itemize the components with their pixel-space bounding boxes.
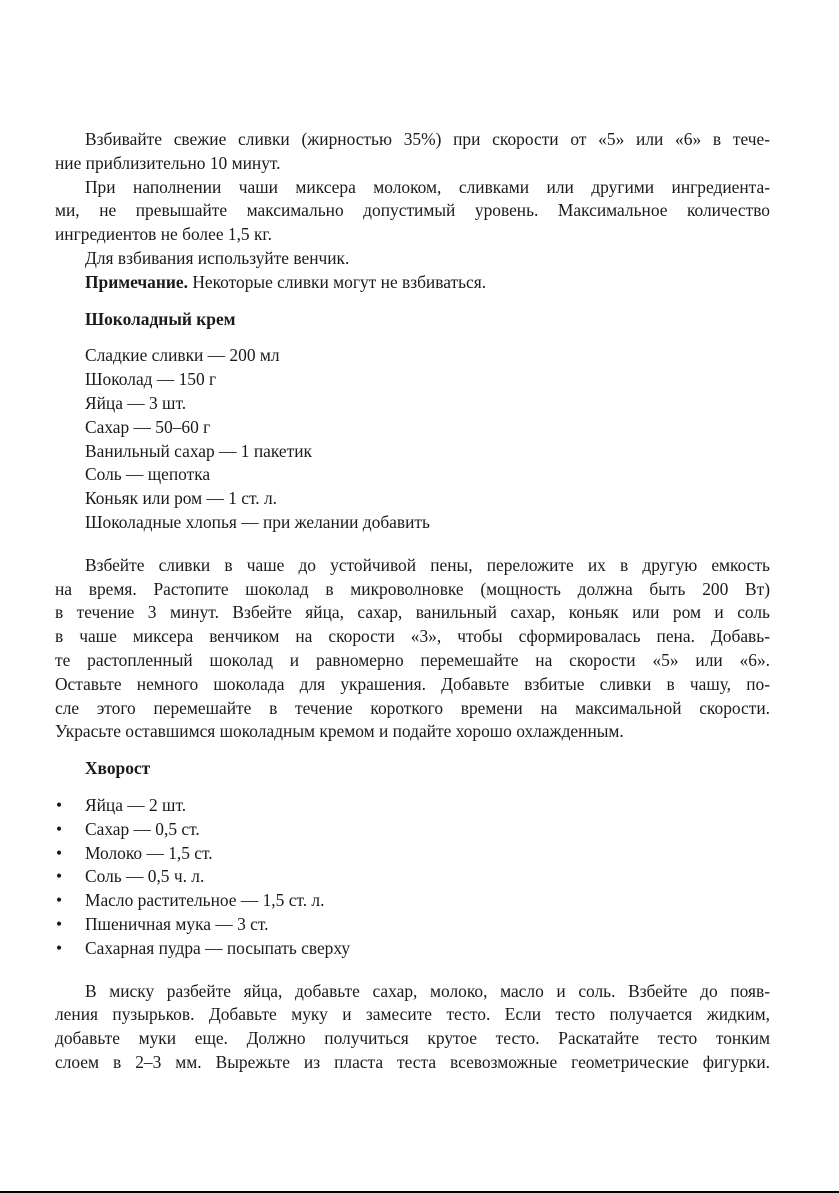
- ingredient-item: Шоколад — 150 г: [85, 369, 217, 390]
- bullet-icon: •: [56, 937, 63, 958]
- ingredient-item: Сладкие сливки — 200 мл: [85, 345, 280, 366]
- method-line: добавьте муки еще. Должно получиться крутое тесто. Раскатайте тесто тонким: [55, 1028, 770, 1049]
- document-page: [55, 128, 770, 1075]
- khvorost-section: [55, 757, 770, 1075]
- ingredient-item: • Сахар — 0,5 ст.: [55, 818, 770, 842]
- section-heading: Хворост: [85, 758, 151, 779]
- method-line: на время. Растопите шоколад в микроволновке (мощность должна быть 200 Вт): [55, 578, 770, 599]
- ingredient-item: • Масло растительное — 1,5 ст. л.: [55, 889, 770, 913]
- ingredient-item: • Молоко — 1,5 ст.: [55, 842, 770, 866]
- ingredient-item: • Соль — 0,5 ч. л.: [55, 865, 770, 889]
- bullet-icon: •: [56, 913, 63, 934]
- intro-line: Для взбивания используйте венчик.: [85, 247, 350, 268]
- method-line: сле этого перемешайте в течение короткого времени на максимальной скорости.: [55, 697, 770, 718]
- ingredient-item: Шоколадные хлопья — при желании добавить: [85, 511, 430, 532]
- ingredient-list: [55, 344, 770, 534]
- method-line: Украсьте оставшимся шоколадным кремом и подайте хорошо охлажденным.: [55, 721, 624, 742]
- ingredient-item: Ванильный сахар — 1 пакетик: [85, 440, 312, 461]
- section-heading: Шоколадный крем: [85, 308, 236, 329]
- chocolate-section: [55, 308, 770, 745]
- ingredient-item: Сахар — 50–60 г: [85, 416, 211, 437]
- method-line: Оставьте немного шоколада для украшения. Добавьте взбитые сливки в чашу, по-: [55, 673, 770, 694]
- ingredient-item: Коньяк или ром — 1 ст. л.: [85, 488, 278, 509]
- method-line: Взбейте сливки в чаше до устойчивой пены, переложите их в другую емкость: [85, 554, 770, 575]
- ingredient-item: Соль — щепотка: [85, 464, 211, 485]
- bullet-icon: •: [56, 794, 63, 815]
- note-paragraph: [55, 271, 770, 295]
- method-line: В миску разбейте яйца, добавьте сахар, молоко, масло и соль. Взбейте до появ-: [85, 980, 770, 1001]
- method-line: ления пузырьков. Добавьте муку и замесите тесто. Если тесто получается жидким,: [55, 1004, 770, 1025]
- ingredient-item: • Сахарная пудра — посыпать сверху: [55, 937, 770, 961]
- method-paragraph: [55, 554, 770, 744]
- ingredient-item: • Пшеничная мука — 3 ст.: [55, 913, 770, 937]
- method-paragraph: [55, 980, 770, 1075]
- method-line: в течение 3 минут. Взбейте яйца, сахар, ванильный сахар, коньяк или ром и соль: [55, 602, 770, 623]
- bullet-icon: •: [56, 818, 63, 839]
- intro-line: Взбивайте свежие сливки (жирностью 35%) при скорости от «5» или «6» в тече-: [85, 129, 770, 149]
- intro-line: ингредиентов не более 1,5 кг.: [55, 224, 272, 245]
- method-line: те растопленный шоколад и равномерно перемешайте на скорости «5» или «6».: [55, 649, 770, 670]
- ingredient-item: • Яйца — 2 шт.: [55, 794, 770, 818]
- intro-line: При наполнении чаши миксера молоком, сливками или другими ингредиента-: [85, 176, 770, 197]
- method-line: в чаше миксера венчиком на скорости «3», чтобы сформировалась пена. Добавь-: [55, 626, 770, 647]
- intro-line: ние приблизительно 10 минут.: [55, 152, 281, 173]
- ingredient-list: [55, 794, 770, 961]
- ingredient-item: Яйца — 3 шт.: [85, 392, 187, 413]
- method-line: слоем в 2–3 мм. Вырежьте из пласта теста всевозможные геометрические фигурки.: [55, 1051, 770, 1072]
- note-text: Некоторые сливки могут не взбиваться.: [187, 271, 487, 292]
- bullet-icon: •: [56, 890, 63, 911]
- intro-line: ми, не превышайте максимально допустимый уровень. Максимальное количество: [55, 200, 770, 221]
- bullet-icon: •: [56, 842, 63, 863]
- note-label: Примечание.: [85, 271, 188, 292]
- bullet-icon: •: [56, 866, 63, 887]
- intro-section: [55, 128, 770, 295]
